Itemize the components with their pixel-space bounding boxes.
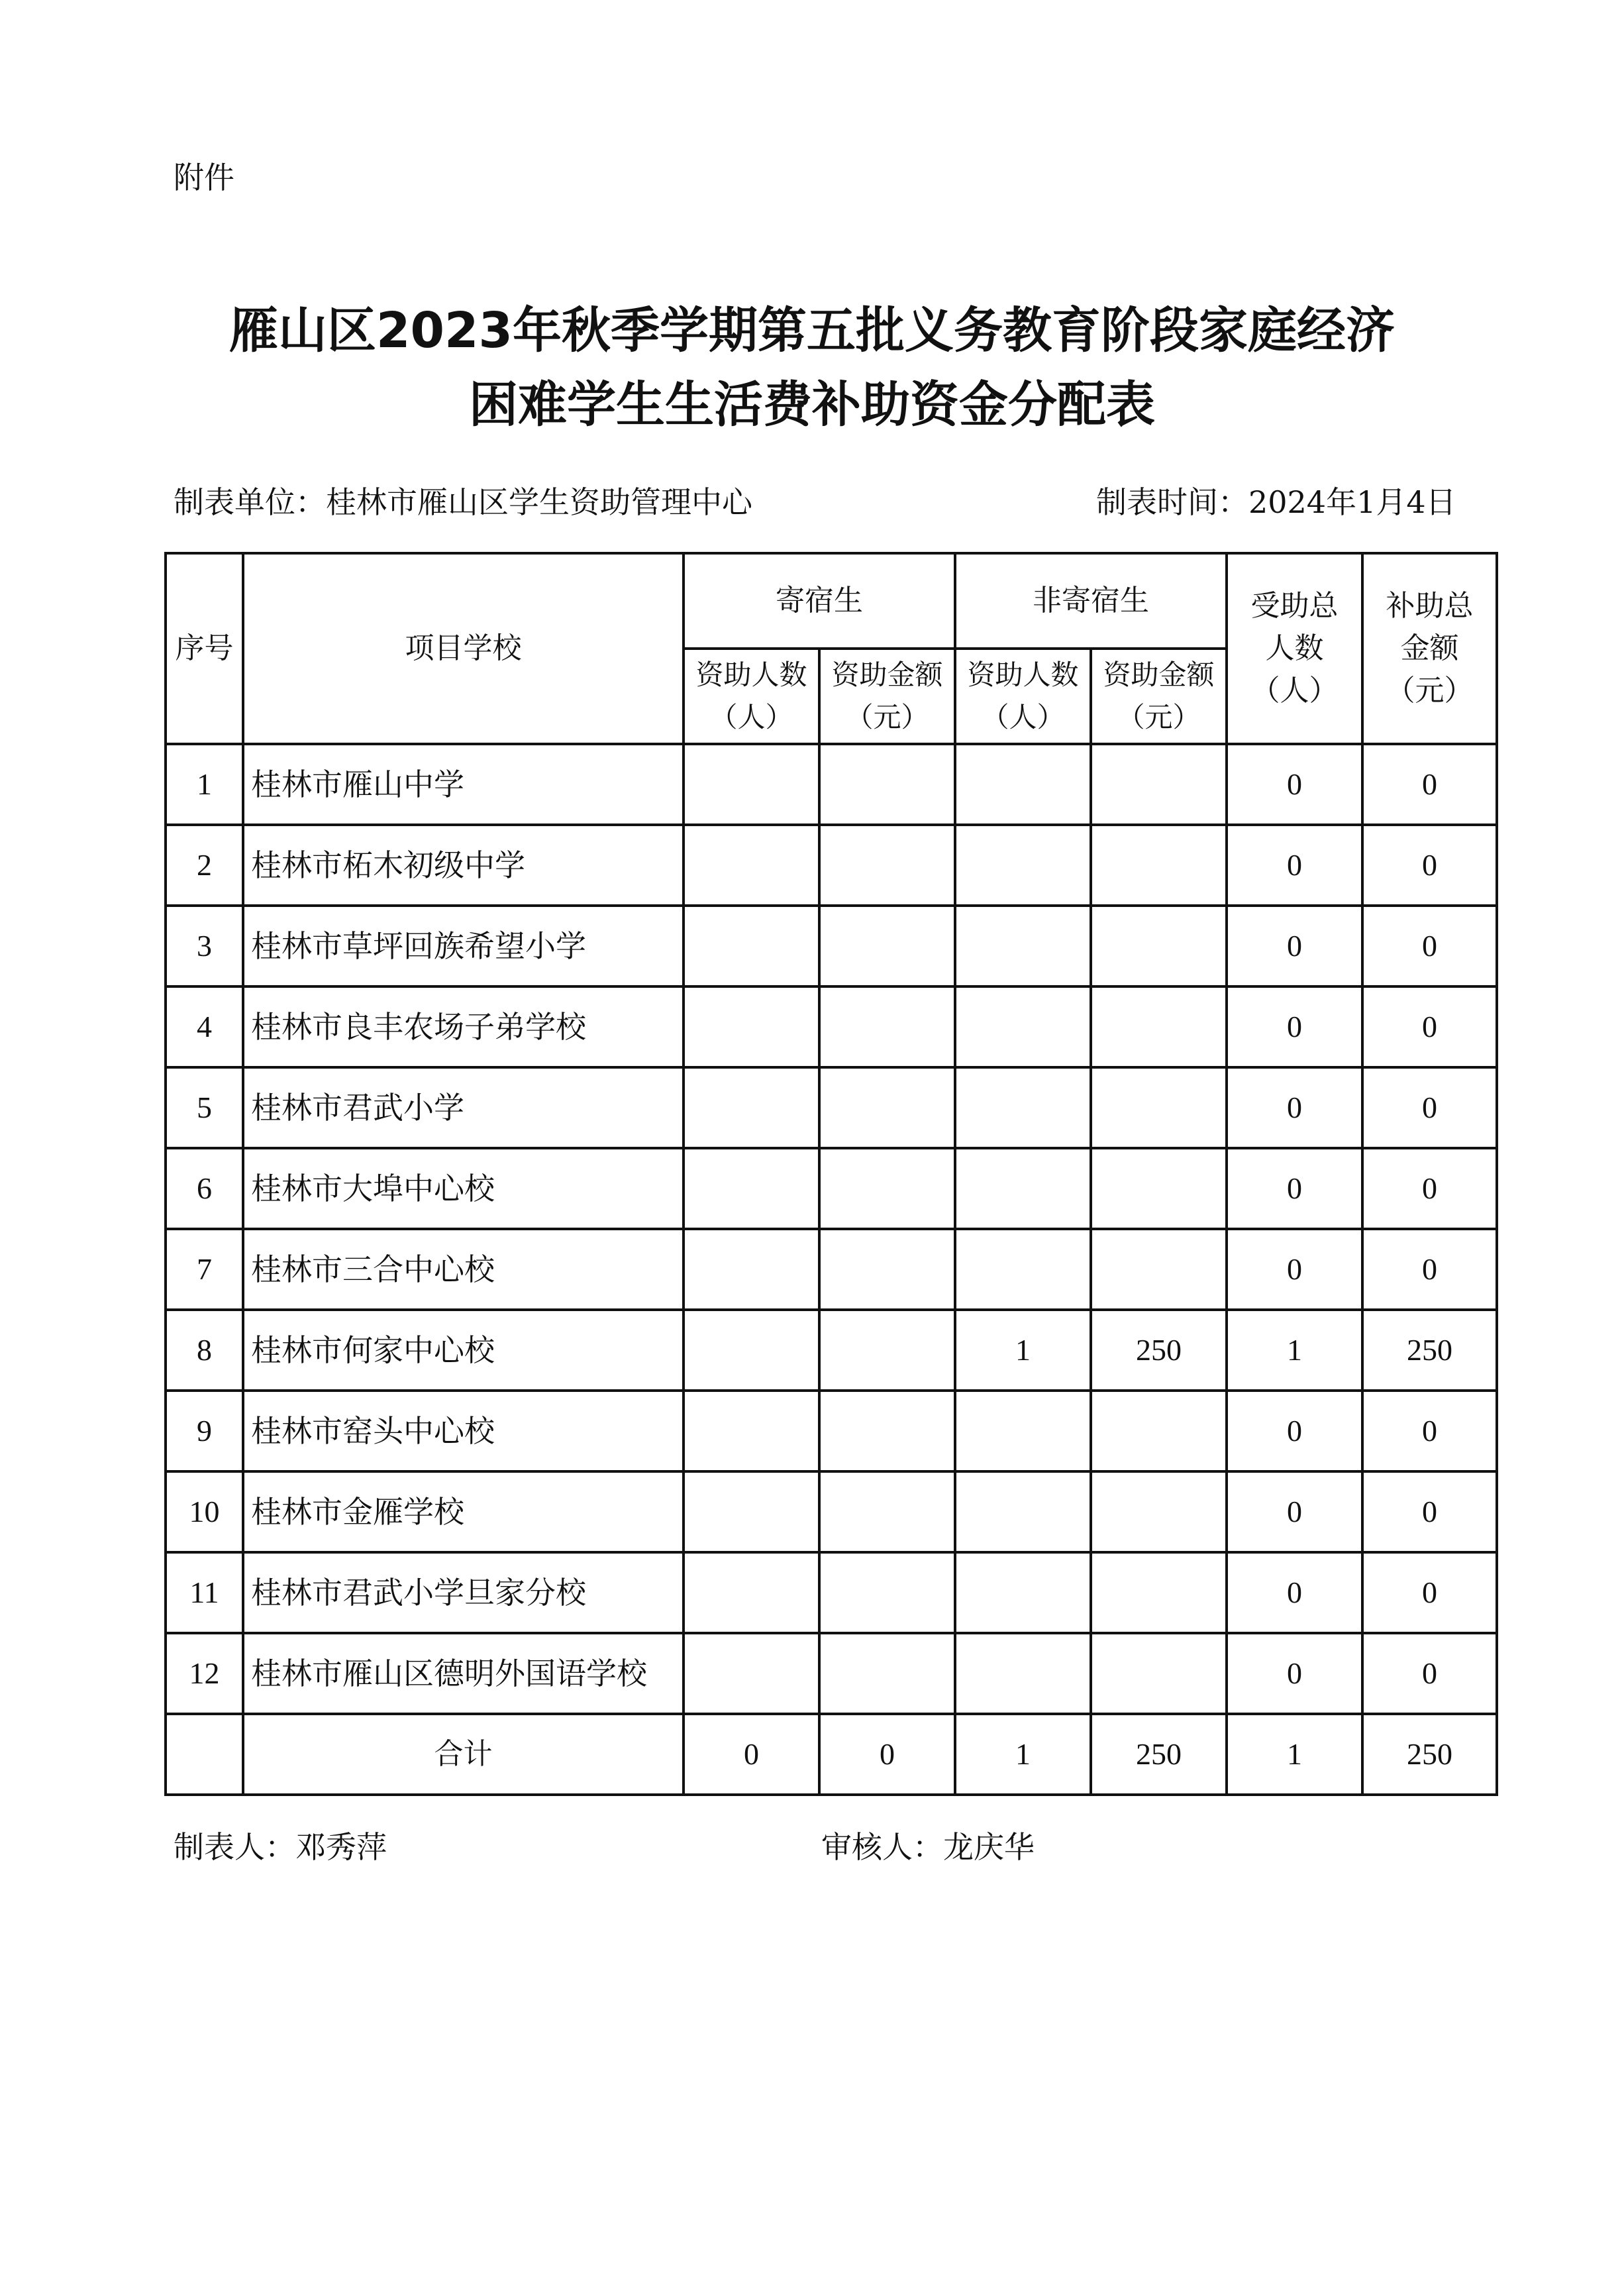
row-index: 8 (166, 1310, 243, 1391)
row-boarding-amount (819, 825, 955, 906)
total-boarding-amount: 0 (819, 1714, 955, 1795)
header-total-people (1227, 553, 1362, 744)
row-non-boarding-count (955, 906, 1091, 986)
total-index-cell (166, 1714, 243, 1795)
row-boarding-amount (819, 986, 955, 1067)
row-total-amount: 0 (1362, 1552, 1497, 1633)
row-boarding-amount (819, 1067, 955, 1148)
row-boarding-count (684, 1633, 819, 1714)
row-total-amount: 0 (1362, 1391, 1497, 1471)
row-school: 桂林市良丰农场子弟学校 (243, 986, 684, 1067)
row-boarding-amount (819, 1633, 955, 1714)
row-index: 4 (166, 986, 243, 1067)
row-school: 桂林市雁山区德明外国语学校 (243, 1633, 684, 1714)
row-non-boarding-amount (1091, 1148, 1227, 1229)
attachment-label: 附件 (174, 160, 234, 195)
row-total-people: 0 (1227, 1552, 1362, 1633)
row-total-people: 0 (1227, 906, 1362, 986)
row-non-boarding-count (955, 744, 1091, 825)
row-school: 桂林市三合中心校 (243, 1229, 684, 1310)
header-total-amount-line2: 金额 (1400, 631, 1459, 665)
row-index: 10 (166, 1471, 243, 1552)
row-boarding-count (684, 1148, 819, 1229)
row-boarding-count (684, 1229, 819, 1310)
row-boarding-count (684, 825, 819, 906)
row-boarding-amount (819, 1552, 955, 1633)
header-non-boarding-amount (1091, 649, 1227, 744)
total-label: 合计 (243, 1714, 684, 1795)
row-non-boarding-amount (1091, 986, 1227, 1067)
table-row (166, 744, 1497, 825)
total-amount: 250 (1362, 1714, 1497, 1795)
document-title-line1: 雁山区2023年秋季学期第五批义务教育阶段家庭经济 (229, 302, 1395, 359)
total-people: 1 (1227, 1714, 1362, 1795)
header-boarding-count (684, 649, 819, 744)
row-school: 桂林市君武小学旦家分校 (243, 1552, 684, 1633)
row-boarding-count (684, 906, 819, 986)
row-total-people: 0 (1227, 744, 1362, 825)
allocation-table (164, 552, 1498, 1796)
row-total-amount: 0 (1362, 1229, 1497, 1310)
header-index: 序号 (166, 553, 243, 744)
table-row (166, 1310, 1497, 1391)
total-non-boarding-amount: 250 (1091, 1714, 1227, 1795)
header-amount-line1: 资助金额 (831, 659, 943, 691)
header-school: 项目学校 (243, 553, 684, 744)
row-non-boarding-count (955, 1148, 1091, 1229)
row-non-boarding-count: 1 (955, 1310, 1091, 1391)
row-boarding-amount (819, 1391, 955, 1471)
preparing-date: 制表时间：2024年1月4日 (1096, 484, 1456, 520)
row-non-boarding-count (955, 1633, 1091, 1714)
row-non-boarding-amount (1091, 825, 1227, 906)
row-non-boarding-amount (1091, 906, 1227, 986)
row-boarding-amount (819, 1229, 955, 1310)
row-index: 3 (166, 906, 243, 986)
header-count-line2: （人） (981, 701, 1065, 733)
row-non-boarding-count (955, 825, 1091, 906)
header-count-line2: （人） (709, 701, 793, 733)
row-boarding-amount (819, 1148, 955, 1229)
row-index: 6 (166, 1148, 243, 1229)
reviewer: 审核人：龙庆华 (821, 1829, 1035, 1865)
row-school: 桂林市金雁学校 (243, 1471, 684, 1552)
row-non-boarding-amount (1091, 1229, 1227, 1310)
row-non-boarding-count (955, 1471, 1091, 1552)
row-boarding-amount (819, 906, 955, 986)
row-total-people: 1 (1227, 1310, 1362, 1391)
row-boarding-count (684, 1310, 819, 1391)
table-row (166, 1471, 1497, 1552)
header-boarding-amount (819, 649, 955, 744)
header-amount-line2: （元） (845, 701, 929, 733)
row-non-boarding-count (955, 1229, 1091, 1310)
row-non-boarding-count (955, 1552, 1091, 1633)
row-total-amount: 0 (1362, 1471, 1497, 1552)
header-amount-line1: 资助金额 (1103, 659, 1215, 691)
total-row (166, 1714, 1497, 1795)
row-index: 5 (166, 1067, 243, 1148)
row-school: 桂林市窑头中心校 (243, 1391, 684, 1471)
row-total-people: 0 (1227, 825, 1362, 906)
row-boarding-count (684, 744, 819, 825)
row-total-amount: 250 (1362, 1310, 1497, 1391)
row-non-boarding-amount (1091, 1391, 1227, 1471)
row-index: 9 (166, 1391, 243, 1471)
row-boarding-count (684, 1471, 819, 1552)
header-total-amount-line3: （元） (1386, 674, 1474, 708)
table-row (166, 1552, 1497, 1633)
row-index: 1 (166, 744, 243, 825)
preparing-unit: 制表单位：桂林市雁山区学生资助管理中心 (174, 484, 752, 520)
row-total-amount: 0 (1362, 906, 1497, 986)
row-boarding-count (684, 1067, 819, 1148)
row-non-boarding-amount (1091, 1471, 1227, 1552)
header-amount-line2: （元） (1117, 701, 1201, 733)
table-row (166, 825, 1497, 906)
row-total-amount: 0 (1362, 1633, 1497, 1714)
row-non-boarding-amount (1091, 1633, 1227, 1714)
header-total-people-line2: 人数 (1265, 631, 1324, 665)
row-non-boarding-amount (1091, 744, 1227, 825)
row-school: 桂林市柘木初级中学 (243, 825, 684, 906)
row-total-people: 0 (1227, 1067, 1362, 1148)
header-non-boarding: 非寄宿生 (955, 553, 1227, 649)
row-total-people: 0 (1227, 1148, 1362, 1229)
row-total-people: 0 (1227, 1633, 1362, 1714)
row-total-amount: 0 (1362, 986, 1497, 1067)
row-school: 桂林市雁山中学 (243, 744, 684, 825)
header-count-line1: 资助人数 (967, 659, 1079, 691)
row-total-people: 0 (1227, 1229, 1362, 1310)
table-row (166, 986, 1497, 1067)
row-boarding-amount (819, 744, 955, 825)
header-total-people-line1: 受助总 (1250, 589, 1339, 623)
total-non-boarding-count: 1 (955, 1714, 1091, 1795)
row-index: 12 (166, 1633, 243, 1714)
table-row (166, 1633, 1497, 1714)
row-non-boarding-count (955, 1391, 1091, 1471)
row-boarding-count (684, 1391, 819, 1471)
document-title-line2: 困难学生生活费补助资金分配表 (469, 376, 1155, 433)
preparer: 制表人：邓秀萍 (174, 1829, 387, 1865)
row-non-boarding-amount (1091, 1552, 1227, 1633)
row-total-people: 0 (1227, 1391, 1362, 1471)
table-row (166, 1229, 1497, 1310)
header-total-amount-line1: 补助总 (1386, 589, 1474, 623)
row-boarding-count (684, 1552, 819, 1633)
row-boarding-amount (819, 1310, 955, 1391)
row-boarding-amount (819, 1471, 955, 1552)
row-total-people: 0 (1227, 1471, 1362, 1552)
row-school: 桂林市大埠中心校 (243, 1148, 684, 1229)
row-non-boarding-amount (1091, 1067, 1227, 1148)
row-non-boarding-count (955, 1067, 1091, 1148)
row-boarding-count (684, 986, 819, 1067)
row-total-people: 0 (1227, 986, 1362, 1067)
header-non-boarding-count (955, 649, 1091, 744)
row-total-amount: 0 (1362, 825, 1497, 906)
row-index: 11 (166, 1552, 243, 1633)
header-total-people-line3: （人） (1250, 674, 1339, 708)
table-row (166, 1391, 1497, 1471)
row-school: 桂林市何家中心校 (243, 1310, 684, 1391)
row-index: 7 (166, 1229, 243, 1310)
header-total-amount (1362, 553, 1497, 744)
row-non-boarding-count (955, 986, 1091, 1067)
header-boarding: 寄宿生 (684, 553, 955, 649)
header-count-line1: 资助人数 (695, 659, 807, 691)
row-total-amount: 0 (1362, 1148, 1497, 1229)
row-school: 桂林市草坪回族希望小学 (243, 906, 684, 986)
row-total-amount: 0 (1362, 744, 1497, 825)
row-index: 2 (166, 825, 243, 906)
row-non-boarding-amount: 250 (1091, 1310, 1227, 1391)
row-school: 桂林市君武小学 (243, 1067, 684, 1148)
table-row (166, 1067, 1497, 1148)
row-total-amount: 0 (1362, 1067, 1497, 1148)
total-boarding-count: 0 (684, 1714, 819, 1795)
table-row (166, 1148, 1497, 1229)
table-row (166, 906, 1497, 986)
